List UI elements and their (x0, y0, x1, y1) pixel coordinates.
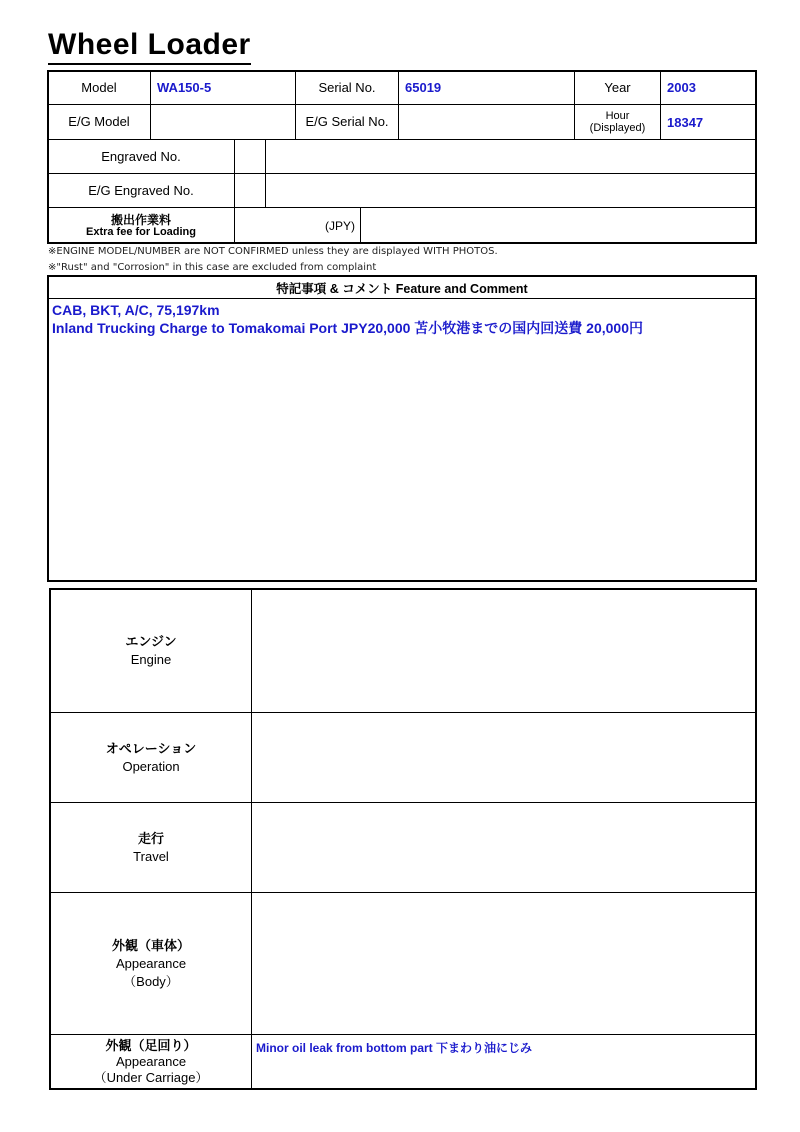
hour-label (575, 105, 660, 139)
rust-exclusion-note: ※"Rust" and "Corrosion" in this case are excluded from complaint (48, 262, 377, 273)
hour-value: 18347 (667, 114, 704, 130)
year-value: 2003 (667, 80, 696, 95)
inspection-label-en: Travel (133, 848, 169, 864)
model-label: Model (81, 79, 117, 95)
inspection-label-en: Appearance (115, 955, 187, 971)
eg-model-label: E/G Model (68, 114, 130, 129)
inspection-label-jp: 外観（車体） (111, 937, 190, 953)
loading-fee-unit: (JPY) (325, 218, 355, 233)
loading-fee-label-jp: 搬出作業料 (110, 212, 171, 227)
col-divider (234, 139, 235, 244)
comment-line-2: Inland Trucking Charge to Tomakomai Port JPY20,000 苫小牧港までの国内回送費 20,000円 (52, 320, 643, 336)
inspection-col-divider (251, 588, 252, 1090)
inspection-label-en: Engine (130, 652, 172, 667)
inspection-label-en2: （Body） (123, 973, 179, 989)
inspection-appearance-body-label (51, 893, 251, 1034)
serial-label: Serial No. (318, 79, 376, 95)
inspection-label-jp: オペレーション (105, 740, 197, 756)
eg-model-value (151, 105, 295, 139)
page-title: Wheel Loader (48, 28, 251, 65)
loading-fee-label (48, 208, 234, 243)
eg-engraved-value (266, 174, 756, 207)
comment-line-1: CAB, BKT, A/C, 75,197km (52, 302, 220, 318)
model-value: WA150-5 (157, 80, 212, 95)
inspection-undercarriage-value: Minor oil leak from bottom part 下まわり油にじみ (256, 1041, 533, 1055)
hour-label-line1: Hour (605, 110, 630, 122)
comment-header-divider (47, 298, 757, 299)
engraved-label: Engraved No. (101, 148, 181, 164)
year-label: Year (604, 79, 631, 95)
engraved-value (266, 140, 756, 173)
inspection-engine-label (51, 590, 251, 712)
inspection-undercarriage-label (51, 1035, 251, 1089)
inspection-label-jp: 外観（足回り） (105, 1038, 197, 1053)
comment-header: 特記事項 & コメント Feature and Comment (276, 281, 528, 296)
loading-fee-value (361, 208, 756, 243)
serial-value: 65019 (405, 80, 442, 95)
inspection-operation-label (51, 713, 251, 802)
eg-serial-value (399, 105, 574, 139)
inspection-label-en: Appearance (115, 1054, 187, 1069)
eg-engraved-label: E/G Engraved No. (88, 182, 194, 198)
inspection-label-en2: （Under Carriage） (93, 1070, 209, 1085)
inspection-label-en: Operation (122, 758, 180, 774)
hour-label-line2: (Displayed) (589, 122, 646, 134)
inspection-label-jp: エンジン (125, 634, 177, 649)
inspection-label-jp: 走行 (137, 830, 164, 846)
loading-fee-label-en: Extra fee for Loading (85, 225, 197, 238)
eg-serial-label: E/G Serial No. (305, 114, 389, 129)
inspection-travel-label (51, 803, 251, 892)
engine-confirm-note: ※ENGINE MODEL/NUMBER are NOT CONFIRMED unless they are displayed WITH PHOTOS. (48, 246, 498, 257)
